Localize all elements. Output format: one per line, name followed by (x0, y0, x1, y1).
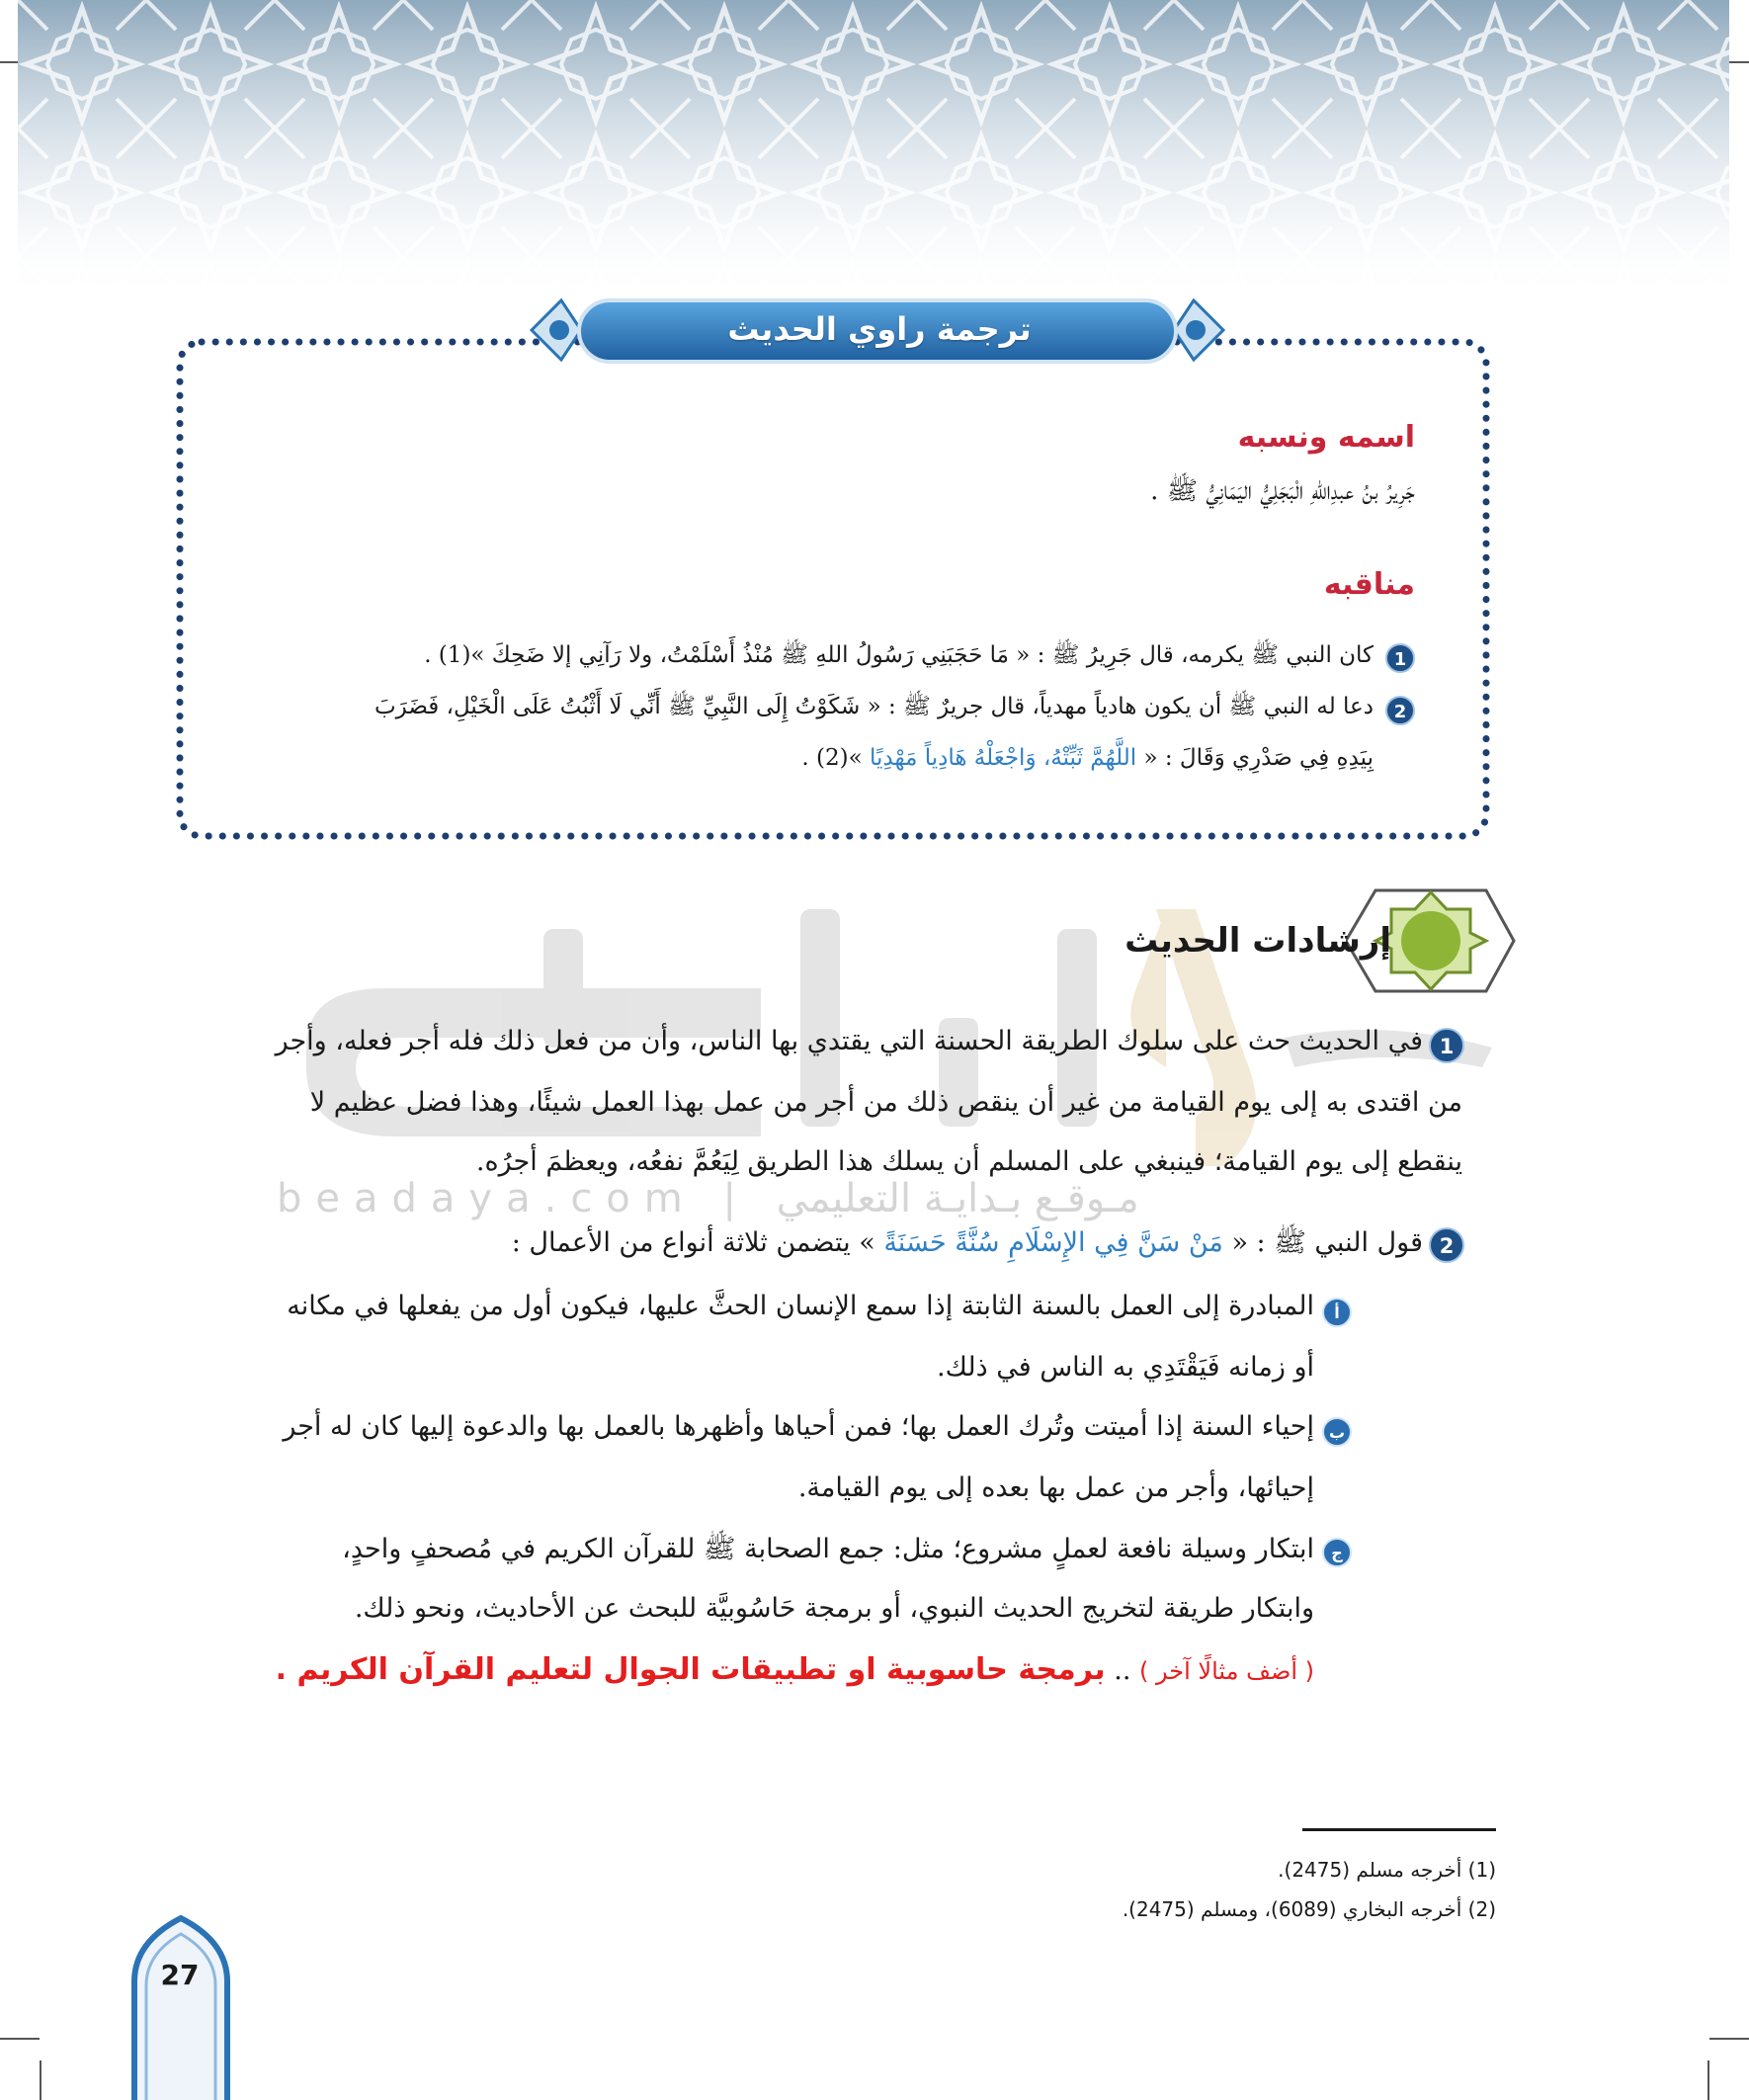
crop-mark (40, 2060, 42, 2100)
crop-mark (1707, 2060, 1709, 2100)
letter-badge: ج (1322, 1538, 1352, 1567)
virtue-2-post: »(2) . (801, 745, 863, 771)
number-badge: 2 (1429, 1227, 1464, 1263)
prophet-supplication-quote: اللَّهُمَّ ثَبِّتْهُ، وَاجْعَلْهُ هَادِياً مَهْدِيًا (869, 745, 1137, 771)
number-badge: 1 (1429, 1028, 1464, 1063)
point-1-line-3: ينقطع إلى يوم القيامة؛ فينبغي على المسلم أن يسلك هذا الطريق لِيَعُمَّ نفعُه، ويعظمَ أجرُه. (475, 1146, 1462, 1177)
item-a-line-2: أو زمانه فَيَقْتَدِي به الناس في ذلك. (937, 1352, 1314, 1383)
virtue-2-line-2 (801, 745, 1374, 771)
virtue-1-text: كان النبي ﷺ يكرمه، قال جَرِيرُ ﷺ : « مَا حَجَبَنِي رَسُولُ اللهِ ﷺ مُنْذُ أَسْلَمْتُ، ولا رَآنِي إلا ضَحِكَ »(1) . (424, 642, 1374, 668)
point-1-line-2: من اقتدى به إلى يوم القيامة من غير أن ينقص ذلك من أجر من عمل بهذا العمل شيئًا، وهذا فضل عظيم لا (309, 1087, 1462, 1118)
virtue-2-line-1: دعا له النبي ﷺ أن يكون هادياً مهدياً، قال جريرٌ ﷺ : « شَكَوْتُ إِلَى النَّبِيِّ ﷺ أَنِّي لَا أَثْبُتُ عَلَى الْخَيْلِ، فَضَرَبَ (374, 694, 1374, 719)
section-title: ترجمة راوي الحديث (727, 310, 1032, 348)
add-example-row (276, 1652, 1314, 1687)
letter-badge: ب (1322, 1417, 1352, 1447)
item-c-line-2: وابتكار طريقة لتخريج الحديث النبوي، أو برمجة حَاسُوبيَّة للبحث عن الأحاديث، ونحو ذلك. (354, 1593, 1314, 1624)
footnote-2: (2) أخرجه البخاري (6089)، ومسلم (2475). (1122, 1897, 1496, 1921)
geometric-pattern-banner (18, 0, 1729, 301)
letter-badge: أ (1322, 1298, 1352, 1327)
number-badge: 1 (1385, 643, 1415, 673)
virtue-2-pre: بِيَدِهِ فِي صَدْرِي وَقَالَ : « (1143, 745, 1374, 771)
item-a-line-1: المبادرة إلى العمل بالسنة الثابتة إذا سمع الإنسان الحثَّ عليها، فيكون أول من يفعلها في مكانه (287, 1291, 1314, 1321)
crop-mark (1709, 2038, 1749, 2040)
page-number-tab (128, 1912, 233, 2100)
item-b-line-2: إحيائها، وأجر من عمل بها بعده إلى يوم القيامة. (797, 1472, 1314, 1503)
name-heading: اسمه ونسبه (1237, 420, 1415, 455)
watermark-text: beadaya.com | مـوقـع بـدايـة التعليمي (277, 1176, 1139, 1221)
crop-mark (0, 2038, 40, 2040)
hadith-quote: مَنْ سَنَّ فِي الإِسْلَامِ سُنَّةً حَسَنَةً (883, 1227, 1223, 1258)
student-answer: برمجة حاسوبية او تطبيقات الجوال لتعليم القرآن الكريم . (275, 1652, 1106, 1687)
add-example-prompt: ( أضف مثالًا آخر ) (1139, 1657, 1314, 1685)
item-c-line-1: ابتكار وسيلة نافعة لعملٍ مشروع؛ مثل: جمع الصحابة ﷺ للقرآن الكريم في مُصحفٍ واحدٍ، (342, 1534, 1314, 1564)
footnote-1: (1) أخرجه مسلم (2475). (1278, 1858, 1496, 1882)
point-1-line-1: في الحديث حث على سلوك الطريقة الحسنة التي يقتدي بها الناس، وأن من فعل ذلك فله أجر فعله، وأجر (275, 1026, 1423, 1056)
number-badge: 2 (1385, 696, 1415, 725)
point-2-pre: قول النبي ﷺ : « (1231, 1227, 1423, 1258)
narrator-name: جَرِيرُ بنُ عبدِاللهِ الْبَجَلِيُّ اليَمَانِيُّ ﷺ . (1150, 476, 1415, 506)
guidance-title: إرشادات الحديث (1124, 921, 1391, 961)
point-2-intro (512, 1225, 1423, 1265)
virtues-heading: مناقبه (1323, 567, 1415, 602)
item-b-line-1: إحياء السنة إذا أميتت وتُرك العمل بها؛ فمن أحياها وأظهرها بالعمل بها والدعوة إليها كان له أجر (283, 1411, 1314, 1442)
page-number: 27 (160, 1959, 200, 1991)
point-2-post: » يتضمن ثلاثة أنواع من الأعمال : (511, 1227, 875, 1258)
footnote-divider (1302, 1828, 1496, 1831)
prompt-dots: .. (1114, 1655, 1131, 1686)
